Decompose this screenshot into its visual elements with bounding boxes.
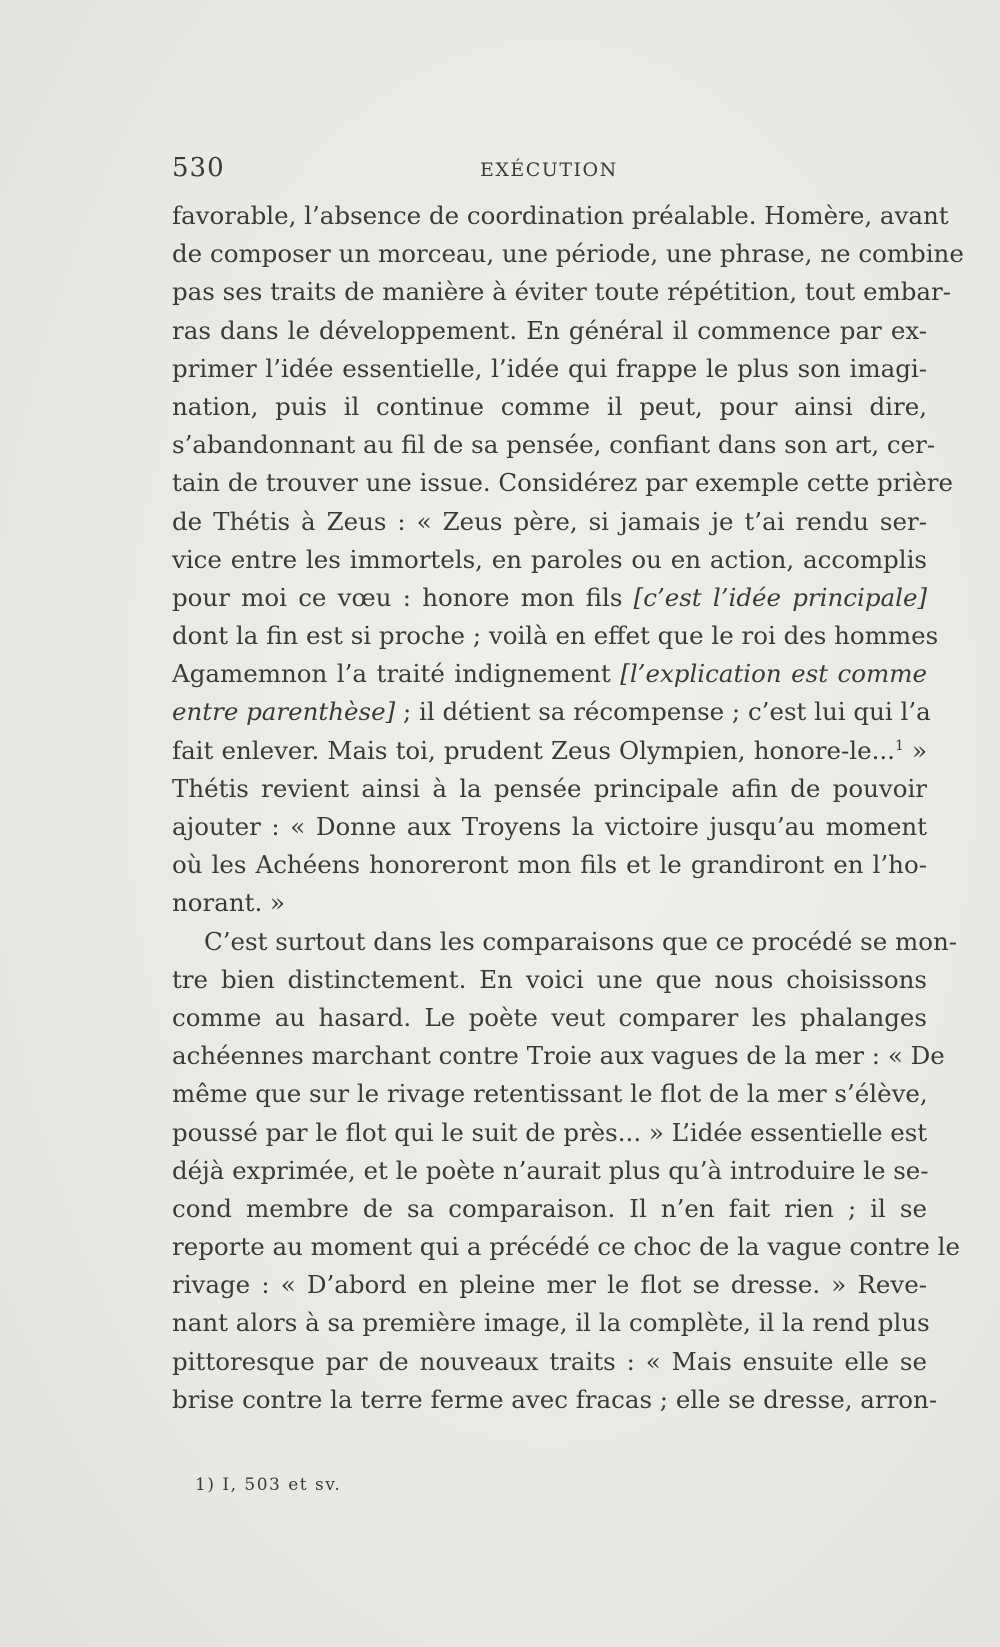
text-run: même que sur le rivage retentissant le flot de la mer s’élève, [172, 1079, 928, 1109]
text-line [172, 846, 927, 884]
text-run: pas ses traits de manière à éviter toute répétition, tout embar- [172, 277, 952, 307]
text-line [172, 1266, 927, 1304]
text-line [172, 808, 927, 846]
text-line [172, 1381, 938, 1419]
text-run: comme au hasard. Le poète veut comparer les phalanges [172, 1002, 927, 1032]
text-line [172, 235, 964, 273]
text-line [172, 732, 927, 770]
text-run: de Thétis à Zeus : « Zeus père, si jamais je t’ai rendu ser- [172, 506, 927, 536]
text-line [172, 388, 927, 426]
text-line [172, 999, 927, 1037]
text-line [172, 541, 927, 579]
text-run: où les Achéens honoreront mon fils et le grandiront en l’ho- [172, 850, 927, 880]
text-run: norant. » [172, 888, 286, 918]
text-line [172, 923, 958, 961]
text-line [172, 1152, 927, 1190]
text-line [172, 350, 927, 388]
text-line [172, 503, 927, 541]
text-run: Thétis revient ainsi à la pensée principale afin de pouvoir [172, 773, 927, 803]
text-line [172, 617, 939, 655]
text-run: rivage : « D’abord en pleine mer le flot se dresse. » Reve- [172, 1270, 927, 1300]
text-run: » [903, 735, 927, 765]
text-run: cond membre de sa comparaison. Il n’en fait rien ; il se [172, 1193, 927, 1223]
text-run: achéennes marchant contre Troie aux vagues de la mer : « De [172, 1041, 945, 1071]
text-run: fait enlever. Mais toi, prudent Zeus Olympien, honore-le... [172, 735, 895, 765]
italic-note: [l’explication est comme [620, 659, 927, 689]
text-run: Agamemnon l’a traité indignement [172, 659, 621, 689]
text-line [172, 1037, 945, 1075]
running-title: EXÉCUTION [480, 159, 618, 181]
text-run: poussé par le flot qui le suit de près... » L’idée essentielle est [172, 1117, 928, 1147]
footnote-marker: 1 [894, 737, 904, 754]
text-run: s’abandonnant au fil de sa pensée, confiant dans son art, cer- [172, 430, 936, 460]
text-run: nation, puis il continue comme il peut, pour ainsi dire, [172, 391, 927, 421]
page-number: 530 [172, 153, 225, 183]
text-run: dont la fin est si proche ; voilà en effet que le roi des hommes [172, 621, 939, 651]
text-line [172, 655, 927, 693]
italic-note: [c’est l’idée principale] [633, 582, 928, 612]
text-line [172, 273, 952, 311]
text-line [172, 197, 949, 235]
text-run: vice entre les immortels, en paroles ou en action, accomplis [172, 544, 927, 574]
italic-note: entre parenthèse] [172, 697, 396, 727]
text-line [172, 312, 927, 350]
footnote: 1) I, 503 et sv. [195, 1475, 342, 1495]
text-line [172, 1228, 960, 1266]
text-run: primer l’idée essentielle, l’idée qui frappe le plus son imagi- [172, 353, 927, 383]
text-line [172, 426, 936, 464]
text-run: ras dans le développement. En général il commence par ex- [172, 315, 927, 345]
text-run: ajouter : « Donne aux Troyens la victoire jusqu’au moment [172, 812, 927, 841]
text-line [172, 1304, 930, 1342]
text-line [172, 579, 927, 617]
body-text [172, 197, 964, 1419]
text-run: de composer un morceau, une période, une phrase, ne combine [172, 239, 964, 269]
text-line [172, 1075, 927, 1113]
text-line [172, 1114, 927, 1152]
page-header [172, 153, 932, 187]
text-line [172, 1343, 927, 1381]
text-run: C’est surtout dans les comparaisons que ce procédé se mon- [204, 926, 958, 956]
text-run: tain de trouver une issue. Considérez par exemple cette prière [172, 468, 953, 498]
text-line [172, 884, 927, 922]
text-run: nant alors à sa première image, il la complète, il la rend plus [172, 1308, 930, 1338]
text-line [172, 961, 927, 999]
text-run: déjà exprimée, et le poète n’aurait plus qu’à introduire le se- [172, 1155, 929, 1185]
text-line [172, 693, 931, 731]
text-run: pour moi ce vœu : honore mon fils [172, 582, 634, 612]
text-run: brise contre la terre ferme avec fracas ; elle se dresse, arron- [172, 1384, 938, 1414]
text-line [172, 770, 927, 808]
text-line [172, 1190, 927, 1228]
text-line [172, 464, 953, 502]
text-run: ; il détient sa récompense ; c’est lui qui l’a [395, 697, 931, 727]
text-run: tre bien distinctement. En voici une que nous choisissons [172, 964, 927, 994]
text-run: pittoresque par de nouveaux traits : « Mais ensuite elle se [172, 1346, 927, 1376]
text-run: favorable, l’absence de coordination préalable. Homère, avant [172, 201, 949, 230]
text-run: reporte au moment qui a précédé ce choc de la vague contre le [172, 1232, 960, 1262]
